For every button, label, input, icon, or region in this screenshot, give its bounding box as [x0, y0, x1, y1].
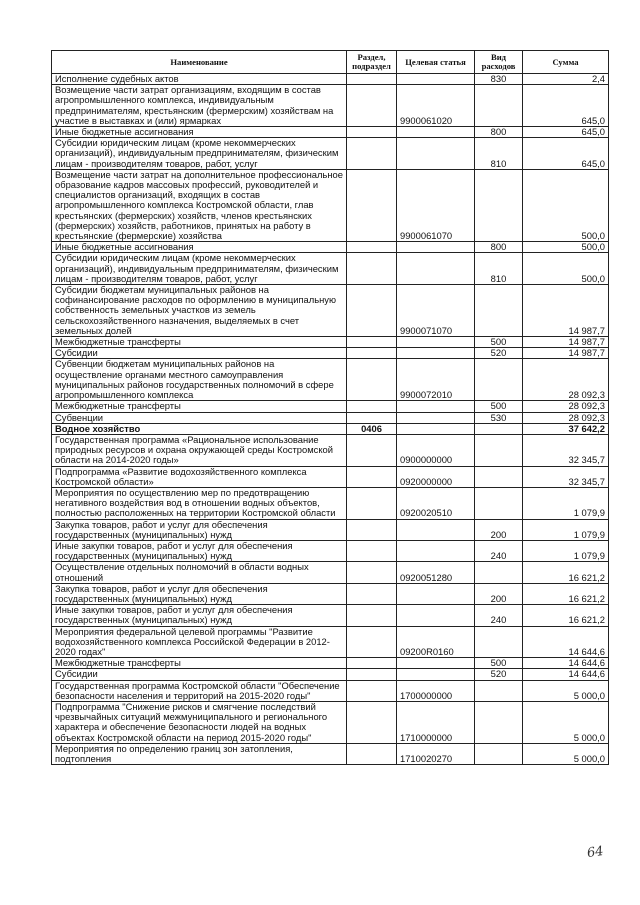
cell-target-article: 1710020270 — [397, 743, 475, 764]
cell-expense-type — [475, 562, 523, 583]
table-row — [52, 285, 609, 337]
cell-name: Субсидии бюджетам муниципальных районов на софинансирование расходов по оформлению в муниципальную собственность земельных участков из земель сельскохозяйственного назначения, выделяемых в счет земельных долей — [52, 285, 347, 337]
cell-expense-type — [475, 487, 523, 519]
table-row — [52, 669, 609, 680]
cell-section — [347, 658, 397, 669]
cell-expense-type — [475, 626, 523, 658]
cell-name: Подпрограмма «Развитие водохозяйственного комплекса Костромской области» — [52, 466, 347, 487]
cell-expense-type — [475, 85, 523, 127]
cell-sum: 16 621,2 — [523, 605, 609, 626]
cell-sum: 14 987,7 — [523, 285, 609, 337]
cell-expense-type — [475, 680, 523, 701]
cell-section — [347, 74, 397, 85]
table-row — [52, 605, 609, 626]
cell-expense-type: 200 — [475, 519, 523, 540]
header-name: Наименование — [52, 51, 347, 74]
table-row — [52, 74, 609, 85]
cell-section — [347, 401, 397, 412]
cell-name: Закупка товаров, работ и услуг для обеспечения государственных (муниципальных) нужд — [52, 519, 347, 540]
table-row — [52, 423, 609, 434]
cell-section — [347, 127, 397, 138]
cell-name: Субвенции — [52, 412, 347, 423]
cell-section — [347, 337, 397, 348]
cell-target-article: 9900072010 — [397, 359, 475, 401]
table-row — [52, 434, 609, 466]
table-row — [52, 519, 609, 540]
cell-expense-type — [475, 466, 523, 487]
cell-target-article: 0920051280 — [397, 562, 475, 583]
cell-expense-type: 240 — [475, 605, 523, 626]
cell-section — [347, 562, 397, 583]
cell-sum: 37 642,2 — [523, 423, 609, 434]
cell-name: Мероприятия федеральной целевой программы "Развитие водохозяйственного комплекса Российской Федерации в 2012-2020 годах" — [52, 626, 347, 658]
cell-target-article — [397, 669, 475, 680]
cell-section — [347, 169, 397, 241]
cell-sum: 14 644,6 — [523, 669, 609, 680]
cell-section — [347, 626, 397, 658]
header-target-article: Целевая статья — [397, 51, 475, 74]
cell-expense-type — [475, 743, 523, 764]
cell-name: Подпрограмма "Снижение рисков и смягчение последствий чрезвычайных ситуаций межмуниципального и регионального характера и обеспечение безопасности людей на водных объектах Костромской области на период 2015-2020 годы" — [52, 701, 347, 743]
cell-section — [347, 583, 397, 604]
table-row — [52, 359, 609, 401]
cell-target-article: 09200R0160 — [397, 626, 475, 658]
cell-sum: 2,4 — [523, 74, 609, 85]
cell-name: Осуществление отдельных полномочий в области водных отношений — [52, 562, 347, 583]
cell-target-article — [397, 253, 475, 285]
cell-section — [347, 540, 397, 561]
cell-name: Межбюджетные трансферты — [52, 658, 347, 669]
cell-target-article — [397, 519, 475, 540]
cell-target-article — [397, 337, 475, 348]
table-row — [52, 412, 609, 423]
cell-expense-type — [475, 434, 523, 466]
table-row — [52, 540, 609, 561]
cell-section — [347, 466, 397, 487]
cell-target-article: 1710000000 — [397, 701, 475, 743]
cell-name: Государственная программа Костромской области "Обеспечение безопасности населения и территорий на 2015-2020 годы" — [52, 680, 347, 701]
cell-target-article: 0920000000 — [397, 466, 475, 487]
cell-section — [347, 285, 397, 337]
cell-target-article: 9900071070 — [397, 285, 475, 337]
cell-expense-type: 500 — [475, 337, 523, 348]
cell-section — [347, 85, 397, 127]
table-row — [52, 562, 609, 583]
cell-section — [347, 253, 397, 285]
cell-name: Исполнение судебных актов — [52, 74, 347, 85]
table-row — [52, 242, 609, 253]
cell-sum: 1 079,9 — [523, 487, 609, 519]
cell-name: Субсидии юридическим лицам (кроме некоммерческих организаций), индивидуальным предпринимателям, физическим лицам - производителям товаров, работ, услуг — [52, 253, 347, 285]
cell-sum: 28 092,3 — [523, 359, 609, 401]
table-row — [52, 348, 609, 359]
cell-sum: 1 079,9 — [523, 519, 609, 540]
table-row — [52, 626, 609, 658]
cell-target-article — [397, 242, 475, 253]
cell-sum: 16 621,2 — [523, 583, 609, 604]
header-sum: Сумма — [523, 51, 609, 74]
cell-sum: 645,0 — [523, 85, 609, 127]
cell-target-article — [397, 658, 475, 669]
page-number: 64 — [586, 843, 605, 862]
cell-sum: 32 345,7 — [523, 466, 609, 487]
cell-expense-type — [475, 359, 523, 401]
cell-section — [347, 412, 397, 423]
cell-name: Субсидии юридическим лицам (кроме некоммерческих организаций), индивидуальным предпринимателям, физическим лицам - производителям товаров, работ, услуг — [52, 138, 347, 170]
cell-sum: 5 000,0 — [523, 680, 609, 701]
cell-section — [347, 701, 397, 743]
header-section: Раздел, подраздел — [347, 51, 397, 74]
cell-expense-type: 800 — [475, 127, 523, 138]
cell-sum: 16 621,2 — [523, 562, 609, 583]
table-row — [52, 85, 609, 127]
budget-table — [51, 50, 609, 765]
cell-name: Мероприятия по осуществлению мер по предотвращению негативного воздействия вод в отношении водных объектов, полностью расположенных на территории Костромской области — [52, 487, 347, 519]
cell-sum: 28 092,3 — [523, 412, 609, 423]
cell-sum: 500,0 — [523, 242, 609, 253]
cell-name: Межбюджетные трансферты — [52, 401, 347, 412]
cell-section — [347, 138, 397, 170]
table-row — [52, 743, 609, 764]
cell-expense-type: 800 — [475, 242, 523, 253]
cell-target-article — [397, 127, 475, 138]
cell-name: Мероприятия по определению границ зон затопления, подтопления — [52, 743, 347, 764]
cell-sum: 645,0 — [523, 138, 609, 170]
cell-expense-type — [475, 169, 523, 241]
cell-name: Иные закупки товаров, работ и услуг для обеспечения государственных (муниципальных) нужд — [52, 605, 347, 626]
cell-section — [347, 242, 397, 253]
cell-expense-type: 240 — [475, 540, 523, 561]
cell-sum: 500,0 — [523, 253, 609, 285]
table-row — [52, 583, 609, 604]
cell-name: Иные закупки товаров, работ и услуг для обеспечения государственных (муниципальных) нужд — [52, 540, 347, 561]
cell-expense-type: 530 — [475, 412, 523, 423]
cell-target-article: 0920020510 — [397, 487, 475, 519]
table-row — [52, 701, 609, 743]
cell-section — [347, 348, 397, 359]
cell-section — [347, 669, 397, 680]
cell-target-article: 9900061020 — [397, 85, 475, 127]
cell-target-article — [397, 583, 475, 604]
cell-name: Государственная программа «Рациональное использование природных ресурсов и охрана окружающей среды Костромской области на 2014-2020 годы» — [52, 434, 347, 466]
table-row — [52, 138, 609, 170]
cell-target-article — [397, 540, 475, 561]
cell-target-article — [397, 401, 475, 412]
cell-section — [347, 519, 397, 540]
cell-expense-type: 810 — [475, 138, 523, 170]
cell-name: Иные бюджетные ассигнования — [52, 242, 347, 253]
cell-sum: 5 000,0 — [523, 701, 609, 743]
cell-section — [347, 743, 397, 764]
table-row — [52, 658, 609, 669]
cell-name: Водное хозяйство — [52, 423, 347, 434]
cell-sum: 14 644,6 — [523, 626, 609, 658]
table-row — [52, 680, 609, 701]
table-row — [52, 169, 609, 241]
table-header-row — [52, 51, 609, 74]
table-row — [52, 337, 609, 348]
cell-sum: 32 345,7 — [523, 434, 609, 466]
cell-section — [347, 487, 397, 519]
cell-expense-type — [475, 285, 523, 337]
cell-section — [347, 434, 397, 466]
cell-section — [347, 359, 397, 401]
table-row — [52, 127, 609, 138]
cell-target-article — [397, 605, 475, 626]
cell-section: 0406 — [347, 423, 397, 434]
cell-target-article — [397, 74, 475, 85]
header-expense-type: Вид расходов — [475, 51, 523, 74]
cell-section — [347, 680, 397, 701]
cell-name: Закупка товаров, работ и услуг для обеспечения государственных (муниципальных) нужд — [52, 583, 347, 604]
table-row — [52, 487, 609, 519]
cell-expense-type — [475, 423, 523, 434]
cell-sum: 645,0 — [523, 127, 609, 138]
table-body — [52, 74, 609, 765]
cell-expense-type: 500 — [475, 658, 523, 669]
cell-name: Субсидии — [52, 669, 347, 680]
cell-target-article: 1700000000 — [397, 680, 475, 701]
cell-target-article — [397, 348, 475, 359]
cell-target-article — [397, 138, 475, 170]
cell-sum: 1 079,9 — [523, 540, 609, 561]
cell-sum: 14 987,7 — [523, 348, 609, 359]
cell-expense-type: 830 — [475, 74, 523, 85]
cell-expense-type — [475, 701, 523, 743]
cell-name: Иные бюджетные ассигнования — [52, 127, 347, 138]
cell-name: Субсидии — [52, 348, 347, 359]
cell-sum: 500,0 — [523, 169, 609, 241]
cell-target-article — [397, 423, 475, 434]
cell-expense-type: 500 — [475, 401, 523, 412]
cell-sum: 28 092,3 — [523, 401, 609, 412]
cell-target-article: 9900061070 — [397, 169, 475, 241]
cell-expense-type: 520 — [475, 348, 523, 359]
table-row — [52, 466, 609, 487]
cell-name: Возмещение части затрат на дополнительное профессиональное образование кадров массовых профессий, руководителей и специалистов организаций, входящих в состав агропромышленного комплекса Костромской области, глав крестьянских (фермерских) хозяйств, членов крестьянских (фермерских) хозяйств, работников, принятых на работу в крестьянские (фермерские) хозяйства — [52, 169, 347, 241]
cell-sum: 14 644,6 — [523, 658, 609, 669]
cell-sum: 5 000,0 — [523, 743, 609, 764]
cell-name: Межбюджетные трансферты — [52, 337, 347, 348]
cell-section — [347, 605, 397, 626]
cell-expense-type: 810 — [475, 253, 523, 285]
cell-expense-type: 520 — [475, 669, 523, 680]
cell-expense-type: 200 — [475, 583, 523, 604]
cell-sum: 14 987,7 — [523, 337, 609, 348]
cell-name: Субвенции бюджетам муниципальных районов на осуществление органами местного самоуправления муниципальных районов государственных полномочий в сфере агропромышленного комплекса — [52, 359, 347, 401]
cell-name: Возмещение части затрат организациям, входящим в состав агропромышленного комплекса, индивидуальным предпринимателям, крестьянским (фермерским) хозяйствам на участие в выставках и (или) ярмарках — [52, 85, 347, 127]
cell-target-article — [397, 412, 475, 423]
table-row — [52, 401, 609, 412]
cell-target-article: 0900000000 — [397, 434, 475, 466]
table-row — [52, 253, 609, 285]
